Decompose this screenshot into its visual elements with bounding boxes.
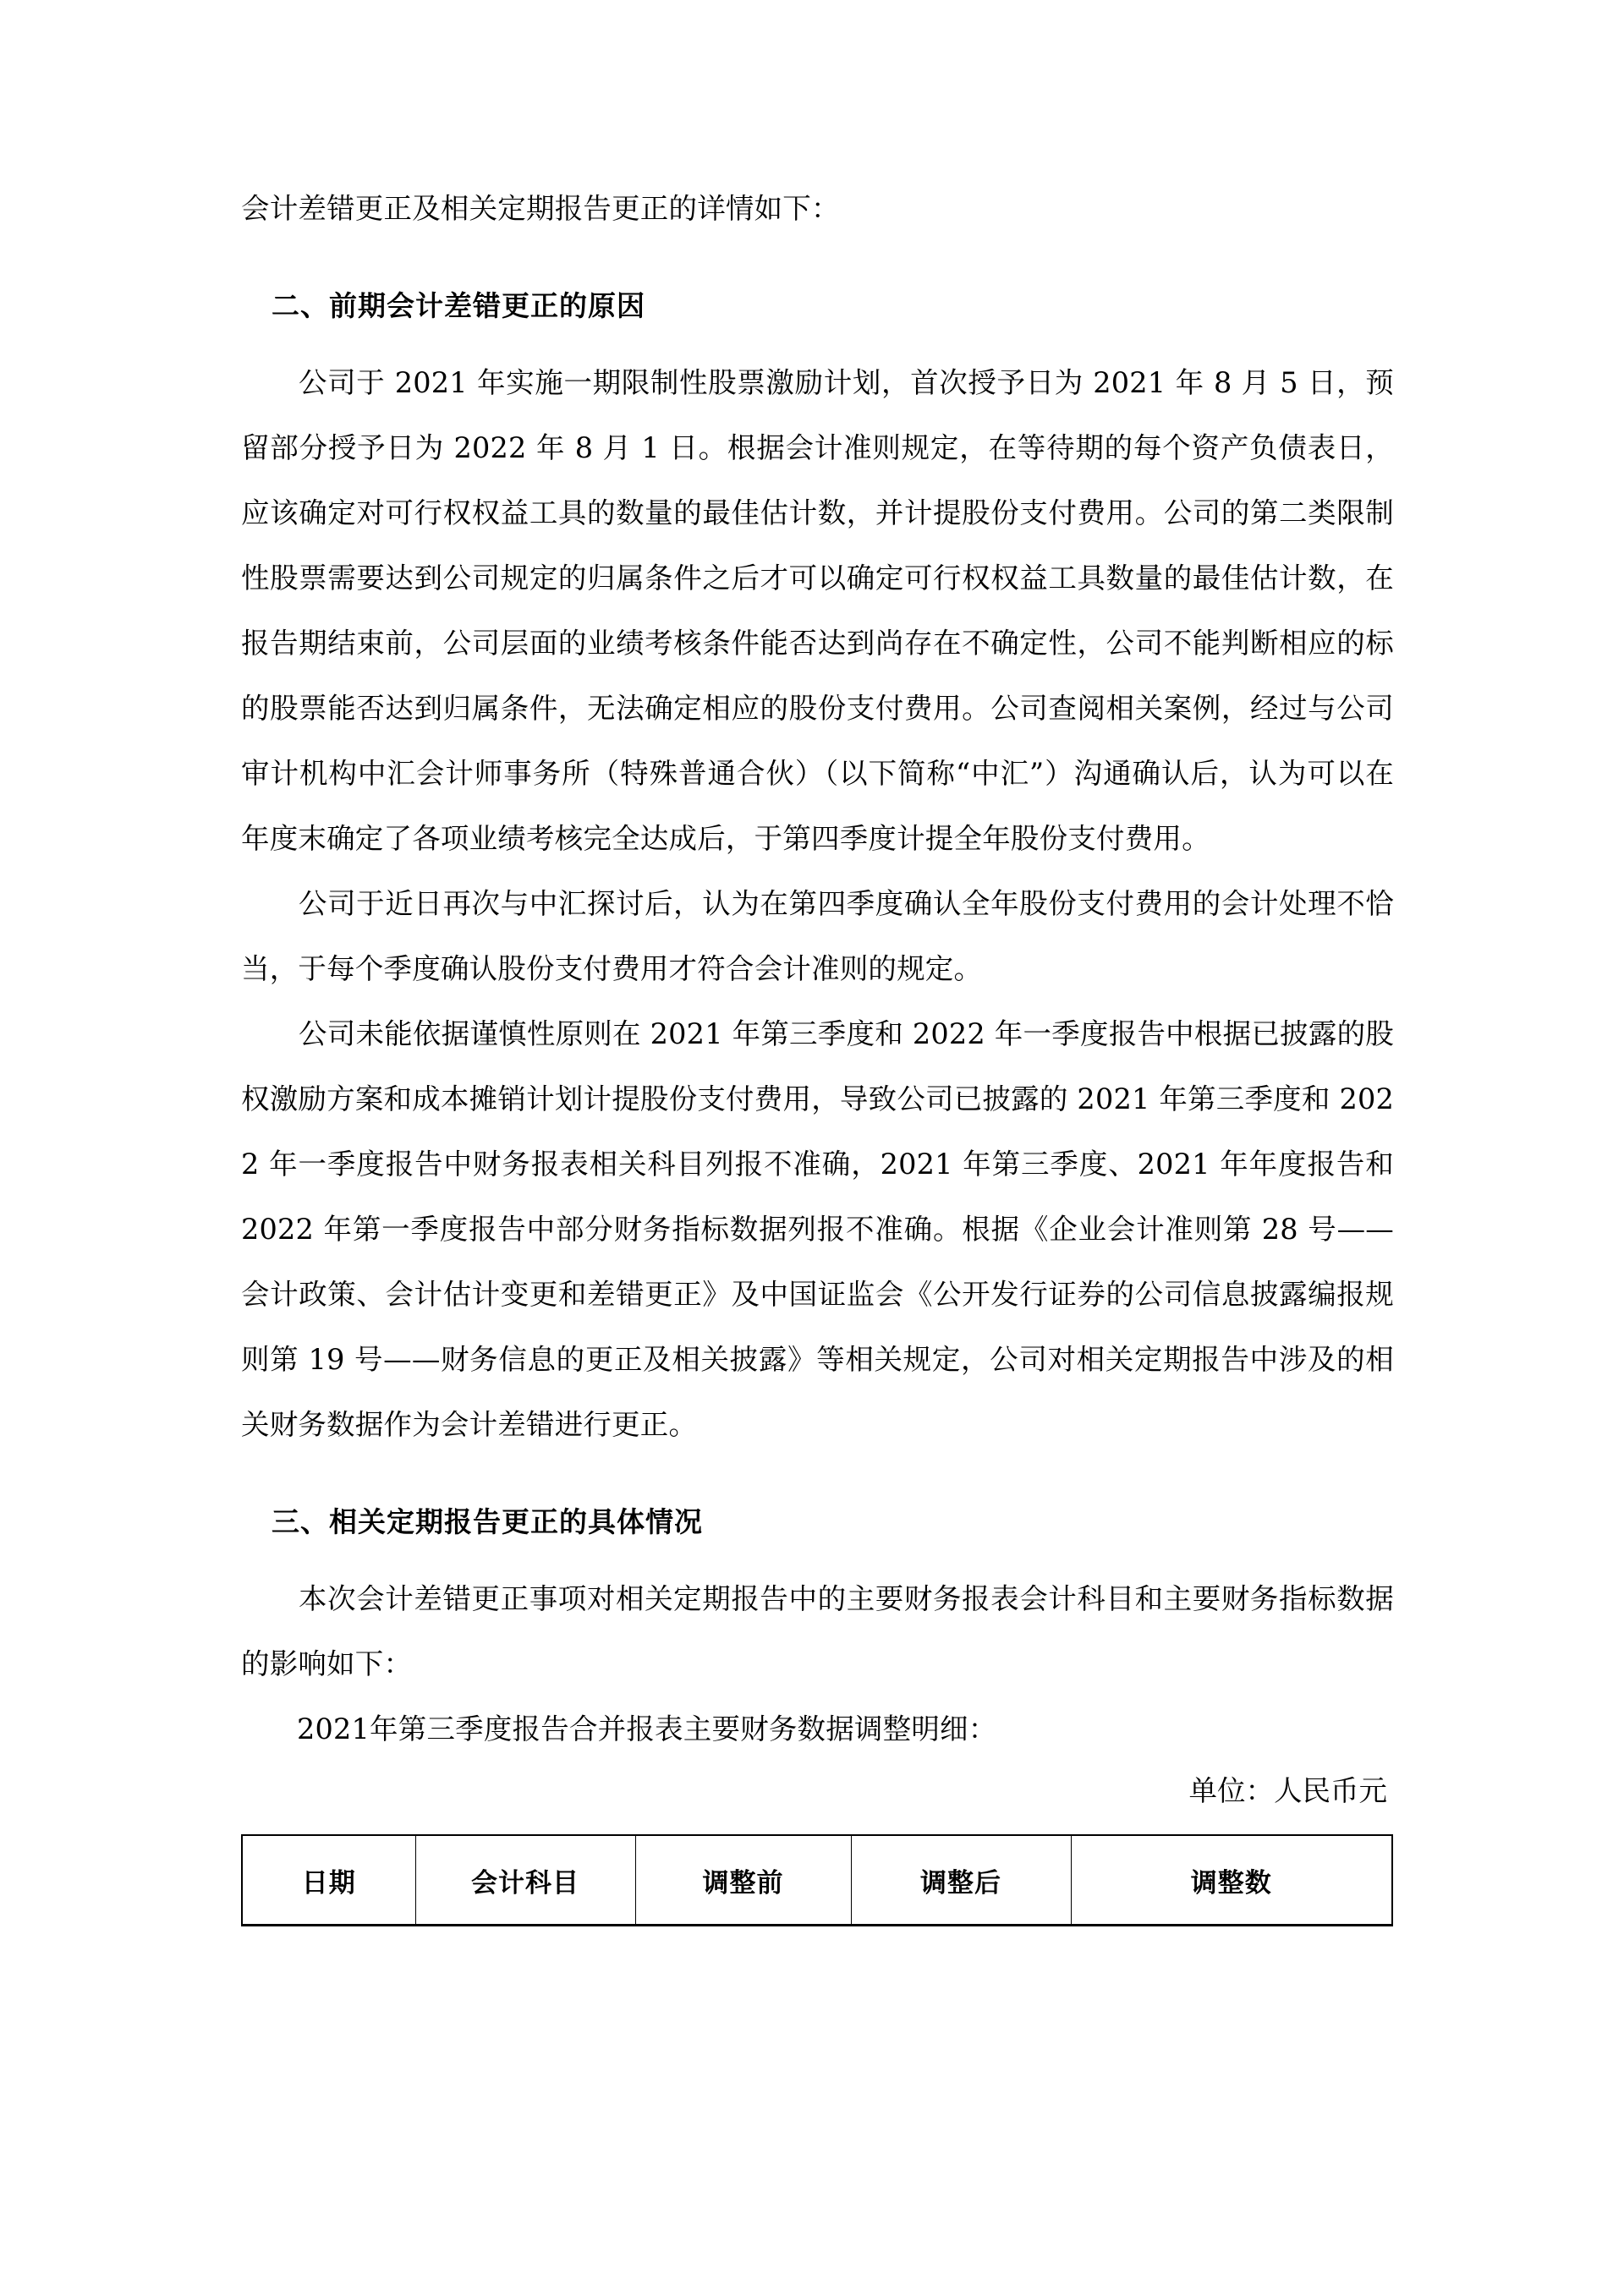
financial-adjustment-table <box>241 1834 1393 1926</box>
spacer <box>241 1554 1394 1566</box>
lead-line: 会计差错更正及相关定期报告更正的详情如下： <box>241 192 840 225</box>
table-header <box>242 1835 1392 1926</box>
section-two-paragraph-1: 公司于 2021 年实施一期限制性股票激励计划，首次授予日为 2021 年 8 月 5 日，预留部分授予日为 2022 年 8 月 1 日。根据会计准则规定，在等待期的每个资产负债表日，应该确定对可行权权益工具的数量的最佳估计数，并计提股份支付费用。公司的第二类限制性股票需要达到公司规定的归属条件之后才可以确定可行权权益工具数量的最佳估计数，在报告期结束前，公司层面的业绩考核条件能否达到尚存在不确定性，公司不能判断相应的标的股票能否达到归属条件，无法确定相应的股份支付费用。公司查阅相关案例，经过与公司审计机构中汇会计师事务所（特殊普通合伙）（以下简称“中汇”）沟通确认后，认为可以在年度末确定了各项业绩考核完全达成后，于第四季度计提全年股份支付费用。 <box>241 366 1394 855</box>
table-column-before-adjustment: 调整前 <box>635 1835 851 1926</box>
table-column-account-subject: 会计科目 <box>415 1835 635 1926</box>
table-header-row <box>242 1835 1392 1926</box>
section-three-paragraph-2: 2021年第三季度报告合并报表主要财务数据调整明细： <box>297 1712 997 1745</box>
section-two-paragraph-2: 公司于近日再次与中汇探讨后，认为在第四季度确认全年股份支付费用的会计处理不恰当，于每个季度确认股份支付费用才符合会计准则的规定。 <box>241 887 1394 985</box>
table-column-after-adjustment: 调整后 <box>851 1835 1071 1926</box>
financial-table-wrapper <box>241 1834 1394 1926</box>
section-heading-two: 二、前期会计差错更正的原因 <box>272 289 645 322</box>
table-unit-label: 单位：人民币元 <box>1188 1774 1387 1807</box>
spacer <box>241 241 1394 273</box>
section-three-paragraph-1: 本次会计差错更正事项对相关定期报告中的主要财务报表会计科目和主要财务指标数据的影响如下： <box>241 1582 1394 1680</box>
table-column-adjustment-amount: 调整数 <box>1071 1835 1392 1926</box>
section-two-paragraph-3: 公司未能依据谨慎性原则在 2021 年第三季度和 2022 年一季度报告中根据已披露的股权激励方案和成本摊销计划计提股份支付费用，导致公司已披露的 2021 年第三季度和 2022 年一季度报告中财务报表相关科目列报不准确，2021 年第三季度、2021 年年度报告和 2022 年第一季度报告中部分财务指标数据列报不准确。根据《企业会计准则第 28 号——会计政策、会计估计变更和差错更正》及中国证监会《公开发行证券的公司信息披露编报规则第 19 号——财务信息的更正及相关披露》等相关规定，公司对相关定期报告中涉及的相关财务数据作为会计差错进行更正。 <box>241 1017 1394 1441</box>
spacer <box>241 1457 1394 1489</box>
table-column-date: 日期 <box>242 1835 415 1926</box>
spacer <box>241 338 1394 350</box>
page-content <box>241 176 1394 1926</box>
section-heading-three: 三、相关定期报告更正的具体情况 <box>272 1505 703 1538</box>
